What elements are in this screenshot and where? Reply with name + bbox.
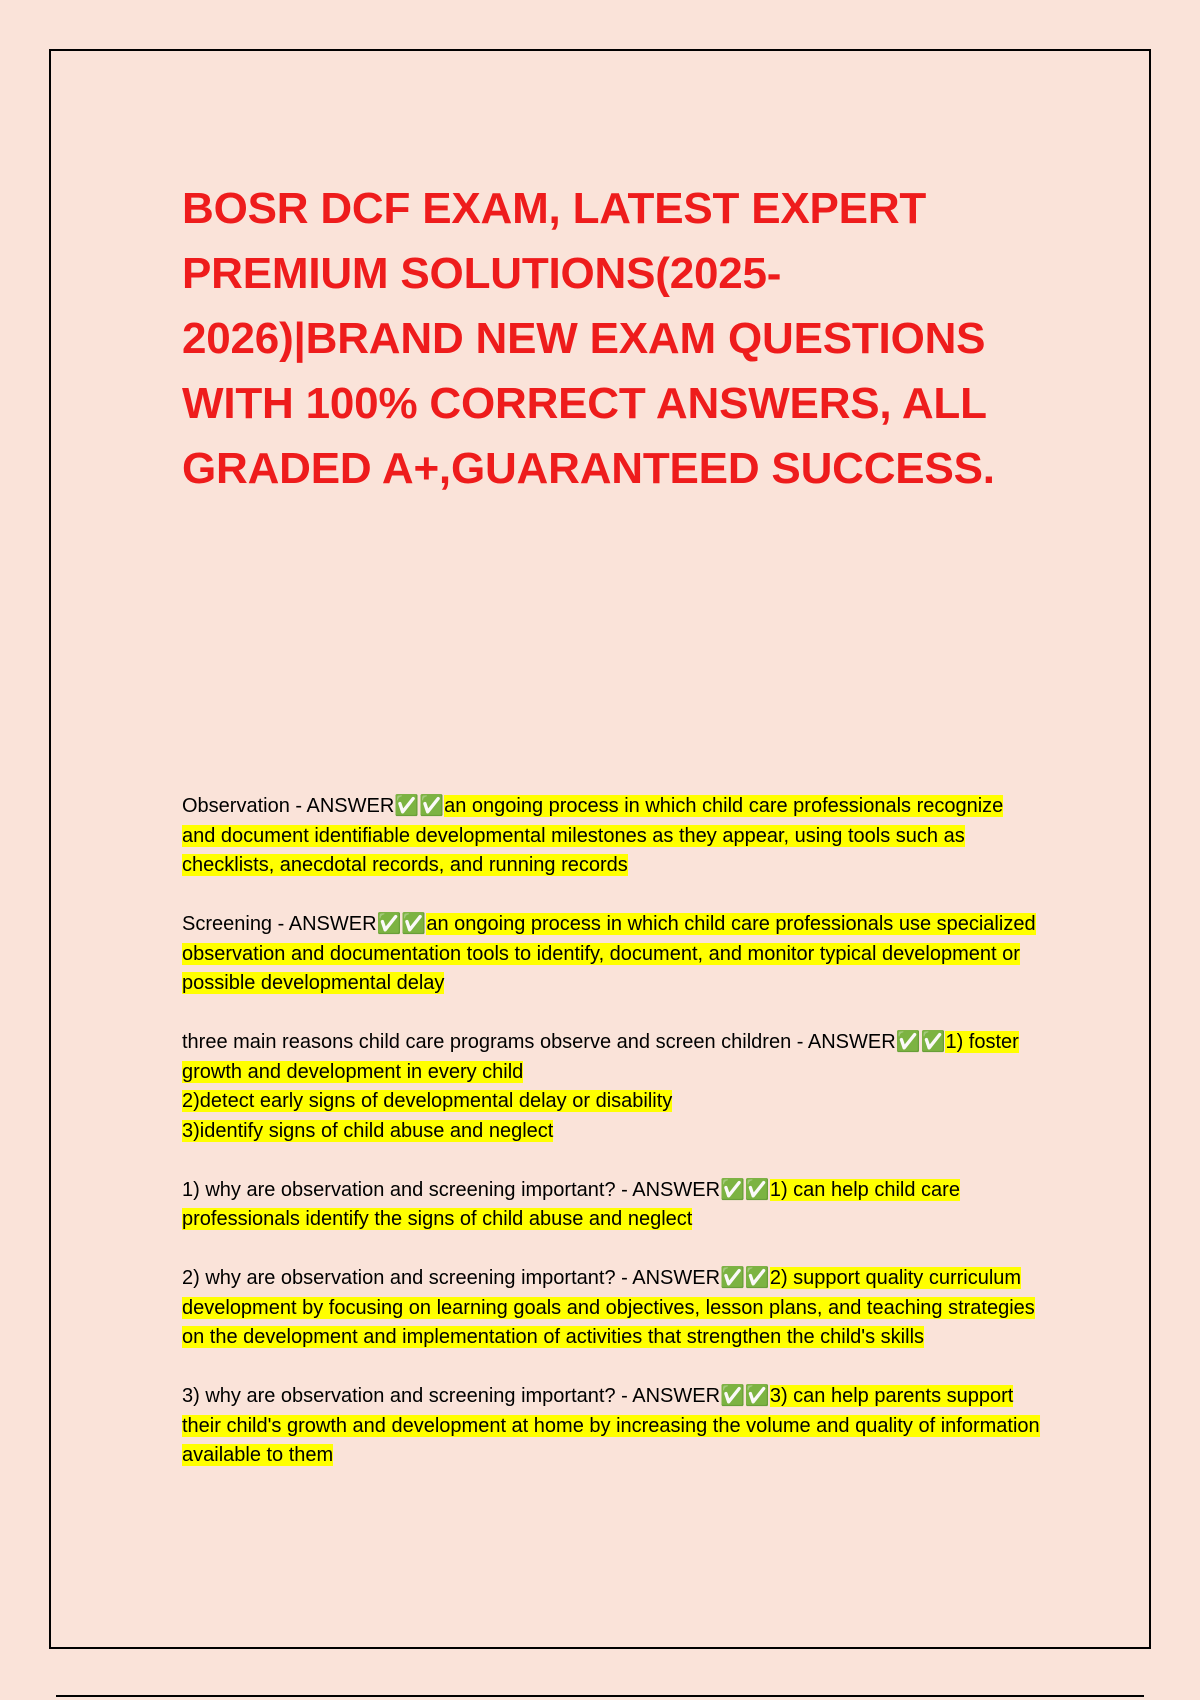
question-text: 3) why are observation and screening important? - ANSWER✅✅ <box>182 1385 770 1407</box>
question-text: 1) why are observation and screening important? - ANSWER✅✅ <box>182 1178 770 1201</box>
qa-item-importance-2 <box>182 1264 1042 1353</box>
answer-text: an ongoing process in which child care professionals recognize and document identifiable developmental milestones as they appear, using tools such as checklists, anecdotal records, and running records <box>182 795 1004 876</box>
qa-list <box>182 792 1042 1500</box>
bottom-divider <box>56 1695 1144 1697</box>
qa-item-three-reasons <box>182 1028 1042 1146</box>
qa-item-screening <box>182 910 1042 999</box>
answer-text: 1) can help child care professionals identify the signs of child abuse and neglect <box>182 1178 960 1230</box>
question-text: 2) why are observation and screening important? - ANSWER✅✅ <box>182 1267 770 1289</box>
qa-item-importance-1 <box>182 1176 1042 1235</box>
answer-text: 2) support quality curriculum development by focusing on learning goals and objectives, lesson plans, and teaching strategies on the development and implementation of activities that strengthen the child's skills <box>182 1267 1035 1348</box>
answer-text: 1) foster growth and development in every child 2)detect early signs of developmental delay or disability 3)identify signs of child abuse and neglect <box>182 1031 1019 1142</box>
qa-item-observation <box>182 792 1042 881</box>
page-title: BOSR DCF EXAM, LATEST EXPERT PREMIUM SOLUTIONS(2025-2026)|BRAND NEW EXAM QUESTIONS WITH 100% CORRECT ANSWERS, ALL GRADED A+,GUARANTEED SUCCESS. <box>182 184 995 493</box>
answer-text: an ongoing process in which child care professionals use specialized observation and documentation tools to identify, document, and monitor typical development or possible developmental delay <box>182 913 1036 994</box>
answer-text: 3) can help parents support their child's growth and development at home by increasing the volume and quality of information available to them <box>182 1385 1040 1466</box>
qa-item-importance-3 <box>182 1382 1042 1471</box>
question-text: three main reasons child care programs observe and screen children - ANSWER✅✅ <box>182 1031 946 1053</box>
question-text: Screening - ANSWER✅✅ <box>182 913 427 935</box>
question-text: Observation - ANSWER✅✅ <box>182 795 445 817</box>
